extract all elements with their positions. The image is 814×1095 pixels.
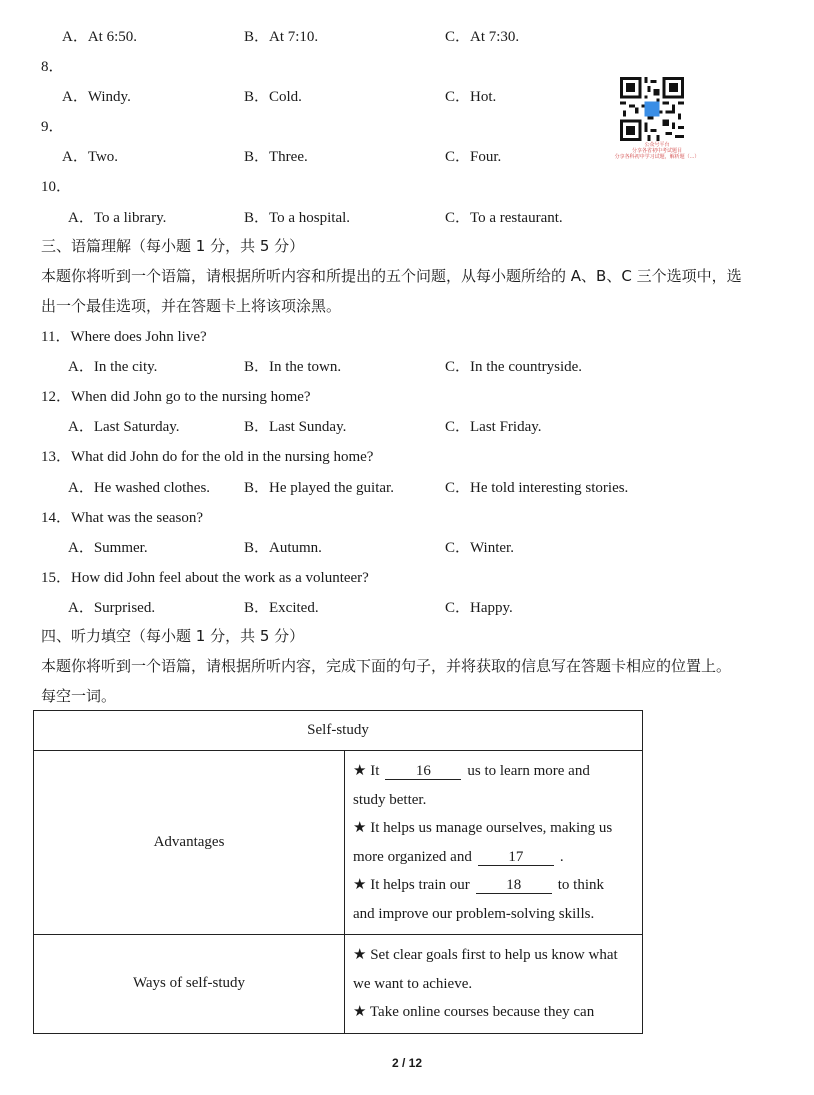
advantage-text: ★ It	[353, 763, 380, 779]
advantage-text: to think	[557, 877, 605, 893]
q14-option-c: C．Winter.	[445, 540, 514, 556]
page-number: 2 / 12	[391, 1056, 423, 1070]
q7-option-b: B．At 7:10.	[244, 29, 319, 45]
q7-option-c: C．At 7:30.	[445, 29, 520, 45]
q15-option-c: C．Happy.	[445, 600, 513, 616]
ways-line: ★ Set clear goals first to help us know what	[353, 947, 618, 963]
q12-option-c: C．Last Friday.	[445, 419, 542, 435]
q13-option-c: C．He told interesting stories.	[445, 480, 629, 496]
q12-option-b: B．Last Sunday.	[244, 419, 347, 435]
qr-caption	[612, 142, 702, 160]
q9-option-c: C．Four.	[445, 149, 502, 165]
qr-caption-line: 分享各科初中学习试题，解析题（...）	[614, 154, 700, 160]
q8-number: 8．	[41, 59, 64, 75]
advantage-text: ★ It helps train our	[353, 877, 470, 893]
q11-option-c: C．In the countryside.	[445, 359, 583, 375]
self-study-table	[33, 710, 643, 1034]
qr-caption-line: 分享各省初中考试题目	[631, 148, 682, 154]
advantages-label: Advantages	[34, 751, 345, 935]
q15-question: 15．How did John feel about the work as a volunteer?	[41, 570, 369, 586]
advantage-line: study better.	[353, 791, 427, 808]
q15-option-b: B．Excited.	[244, 600, 319, 616]
qr-code-icon	[620, 77, 684, 141]
advantage-line: ★ It helps us manage ourselves, making us	[353, 820, 613, 836]
section4-instruction: 本题你将听到一个语篇，请根据所听内容，完成下面的句子，并将获取的信息写在答题卡相应的位置上。	[41, 657, 732, 675]
q11-question: 11．Where does John live?	[41, 329, 207, 345]
q14-option-a: A．Summer.	[68, 540, 148, 556]
advantage-line	[353, 757, 634, 786]
q12-question: 12．When did John go to the nursing home?	[41, 389, 311, 405]
q12-option-a: A．Last Saturday.	[68, 419, 180, 435]
q13-option-a: A．He washed clothes.	[68, 480, 211, 496]
ways-label: Ways of self-study	[34, 935, 345, 1034]
qr-caption-line: 公众号平台	[644, 142, 670, 148]
q11-option-a: A．In the city.	[68, 359, 158, 375]
advantage-line	[353, 843, 634, 872]
section3-title: 三、语篇理解（每小题 1 分，共 5 分）	[41, 237, 305, 255]
q14-option-b: B．Autumn.	[244, 540, 322, 556]
advantage-line: and improve our problem-solving skills.	[353, 905, 595, 922]
q13-question: 13．What did John do for the old in the nursing home?	[41, 449, 374, 465]
q11-option-b: B．In the town.	[244, 359, 342, 375]
q9-number: 9．	[41, 119, 64, 135]
q10-option-c: C．To a restaurant.	[445, 210, 563, 226]
q8-option-a: A．Windy.	[62, 89, 131, 105]
q8-option-b: B．Cold.	[244, 89, 302, 105]
q10-option-a: A．To a library.	[68, 210, 167, 226]
q10-number: 10．	[41, 179, 72, 195]
table-header: Self-study	[34, 711, 643, 751]
advantage-text: more organized and	[353, 848, 472, 865]
ways-line: we want to achieve.	[353, 975, 473, 992]
section4-instruction: 每空一词。	[41, 687, 117, 705]
q7-option-a: A．At 6:50.	[62, 29, 138, 45]
q14-question: 14．What was the season?	[41, 510, 204, 526]
q9-option-a: A．Two.	[62, 149, 119, 165]
advantage-text: us to learn more and	[467, 763, 590, 779]
ways-line: ★ Take online courses because they can	[353, 1004, 595, 1020]
section3-instruction: 出一个最佳选项，并在答题卡上将该项涂黑。	[41, 297, 342, 315]
q15-option-a: A．Surprised.	[68, 600, 156, 616]
answer-blank-18: 18	[476, 877, 552, 894]
advantage-text: .	[559, 848, 564, 865]
q13-option-b: B．He played the guitar.	[244, 480, 394, 496]
q10-option-b: B．To a hospital.	[244, 210, 351, 226]
section4-title: 四、听力填空（每小题 1 分，共 5 分）	[41, 627, 305, 645]
q8-option-c: C．Hot.	[445, 89, 497, 105]
q9-option-b: B．Three.	[244, 149, 308, 165]
advantages-content	[345, 751, 643, 935]
answer-blank-16: 16	[385, 763, 461, 780]
ways-content	[345, 935, 643, 1034]
answer-blank-17: 17	[478, 849, 554, 866]
section3-instruction: 本题你将听到一个语篇，请根据所听内容和所提出的五个问题，从每小题所给的 A、B、C 三个选项中，选	[41, 267, 742, 285]
advantage-line	[353, 871, 634, 900]
